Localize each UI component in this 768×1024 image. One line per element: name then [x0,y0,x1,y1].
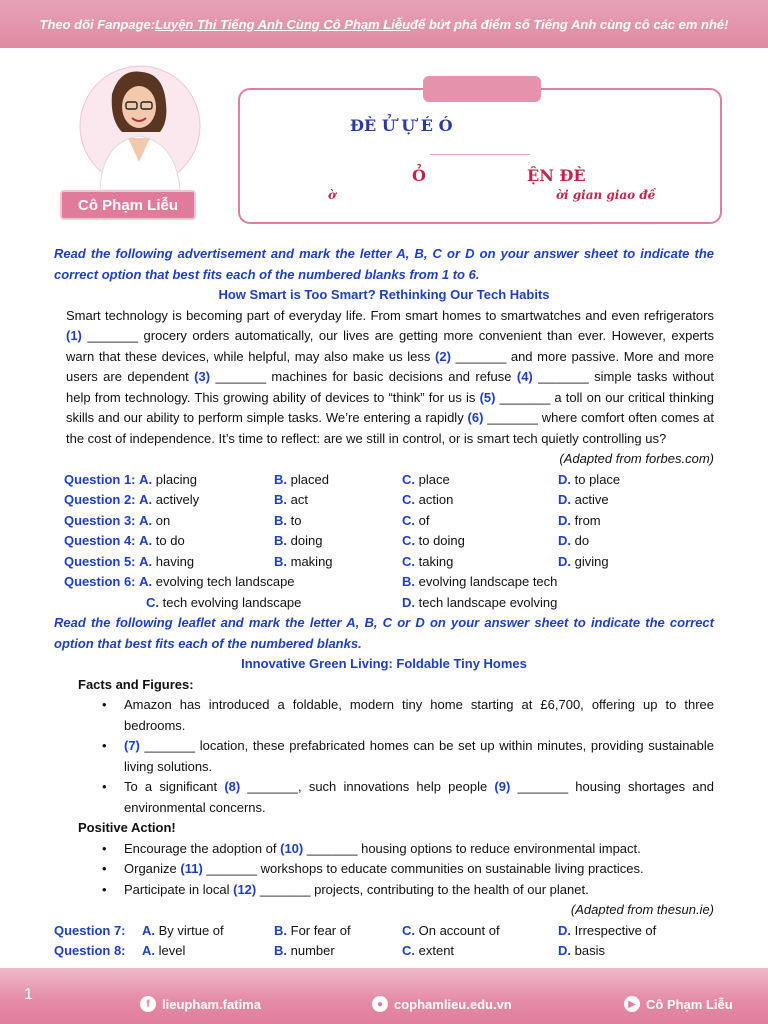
fact-text: To a significant [124,779,225,794]
list-item [102,695,714,736]
option-b[interactable]: number [290,943,335,958]
option-letter: B. [274,512,287,528]
option-letter: B. [274,922,287,938]
facebook-link[interactable] [140,996,261,1012]
banner-suffix: để bứt phá điểm số Tiếng Anh cùng cô các em nhé! [410,16,729,32]
section2-instruction: Read the following leaflet and mark the letter A, B, C or D on your answer sheet to indicate the correct option that best fits each of the numbered blanks. [54,615,714,651]
page-footer [0,968,768,1024]
option-b[interactable]: act [290,492,308,507]
question-6-row-2 [54,593,714,614]
youtube-channel: Cô Phạm Liễu [646,996,733,1012]
teacher-portrait-icon [72,62,202,190]
option-letter: B. [274,533,287,548]
list-item [102,777,714,818]
action-text: Participate in local [124,881,234,897]
passage-text: _______ where comfort often comes at the cost of independence. It’s time to reflect: are we still in control, or is smart tech quietly controlling us? [66,410,714,446]
blank-6: (6) [467,410,484,425]
option-letter: A. [142,943,155,958]
option-letter: D. [558,943,571,958]
passage-text: _______ simple tasks without help from technology. This growing ability of devices to “think” for us is [66,369,714,405]
blank-11: (11) [180,861,203,876]
question-6-row [54,572,714,593]
option-letter: C. [402,512,415,528]
option-letter: C. [146,594,159,610]
fanpage-banner [0,0,768,48]
option-letter: D. [558,533,571,548]
option-a[interactable]: actively [155,492,200,507]
option-letter: B. [274,492,287,507]
option-a[interactable]: placing [155,471,197,487]
question-row [54,552,714,573]
website-url: cophamlieu.edu.vn [394,996,512,1012]
facebook-handle: lieupham.fatima [162,996,261,1012]
list-item [102,839,714,860]
action-title: Positive Action! [78,820,176,835]
question-row [54,941,714,962]
banner-prefix: Theo dõi Fanpage: [39,16,156,32]
option-c[interactable]: taking [418,553,454,569]
option-c[interactable]: of [418,512,430,528]
fact-text: _______, such innovations help people [240,779,495,794]
option-letter: A. [139,553,153,569]
section1-passage [54,306,714,450]
question-row [54,921,714,942]
title-divider [430,154,530,155]
blank-9: (9) [494,779,511,794]
blank-5: (5) [479,389,496,405]
option-c[interactable]: place [418,471,450,487]
option-a[interactable]: level [158,943,186,958]
blank-1: (1) [66,328,82,343]
option-d[interactable]: tech landscape evolving [418,594,558,610]
page-number: 1 [24,986,33,1003]
question-row [54,531,714,552]
blank-4: (4) [516,369,533,384]
option-d[interactable]: active [574,492,609,507]
option-letter: B. [274,943,287,958]
option-letter: B. [274,471,287,487]
fact-text: Amazon has introduced a foldable, modern tiny home starting at £6,700, offering up to three bedrooms. [124,697,714,733]
exam-subtitle-a: Ỏ [412,166,426,185]
list-item [102,736,714,777]
fact-text: _______ housing shortages and environmental concerns. [124,779,714,815]
option-c[interactable]: extent [418,943,455,958]
section1-instruction: Read the following advertisement and mark the letter A, B, C or D on your answer sheet to indicate the correct option that best fits each of the numbered blanks from 1 to 6. [54,246,714,282]
exam-content [54,244,714,962]
question-label: Question 5: [64,553,136,569]
list-item [102,880,714,901]
option-d[interactable]: basis [574,943,605,958]
option-b[interactable]: evolving landscape tech [418,574,558,589]
option-b[interactable]: making [290,553,333,569]
question-label: Question 2: [64,492,136,507]
passage-text: _______ machines for basic decisions and refuse [210,369,517,384]
blank-3: (3) [194,369,211,384]
option-letter: C. [402,922,415,938]
blank-10: (10) [280,840,304,856]
exam-time-b: ời gian giao đề [556,188,656,202]
exam-subtitle-b: ỆN ĐÈ [527,166,586,185]
website-link[interactable] [372,996,512,1012]
question-label: Question 7: [54,922,126,938]
option-b[interactable]: For fear of [290,922,351,938]
passage-text: _______ and more passive. More and more users are dependent [66,348,714,384]
option-letter: B. [274,553,287,569]
option-d[interactable]: do [574,533,590,548]
option-a[interactable]: By virtue of [158,922,224,938]
option-letter: C. [402,471,415,487]
option-b[interactable]: to [290,512,302,528]
option-letter: C. [402,943,415,958]
option-letter: D. [558,553,571,569]
question-row [54,470,714,491]
option-letter: B. [402,574,415,589]
exam-time-a: ờ [328,188,337,202]
section1-source: (Adapted from forbes.com) [559,451,714,466]
option-a[interactable]: on [155,512,171,528]
blank-2: (2) [435,348,451,364]
globe-icon: ● [372,996,388,1012]
option-letter: D. [558,471,571,487]
fact-text: _______ location, these prefabricated homes can be set up within minutes, providing sustainable living solutions. [124,738,714,774]
section1-heading: How Smart is Too Smart? Rethinking Our Tech Habits [218,287,550,302]
question-row [54,511,714,532]
facebook-icon: f [140,996,156,1012]
facts-title: Facts and Figures: [78,676,194,692]
option-a[interactable]: evolving tech landscape [155,574,295,589]
option-letter: D. [558,492,571,507]
action-text: _______ workshops to educate communities on sustainable living practices. [202,861,644,876]
option-a[interactable]: having [155,553,195,569]
option-letter: D. [558,512,571,528]
option-letter: A. [139,492,153,507]
list-item [102,859,714,880]
option-c[interactable]: action [418,492,454,507]
option-c[interactable]: to doing [418,533,465,548]
section2-heading: Innovative Green Living: Foldable Tiny Homes [241,656,527,671]
question-label: Question 1: [64,471,136,487]
option-letter: A. [142,922,155,938]
option-a[interactable]: to do [155,533,185,548]
exam-title: ĐÈ Ử Ự É Ó [350,116,453,135]
action-text: Encourage the adoption of [124,840,281,856]
action-list [54,839,714,901]
option-d[interactable]: to place [574,471,621,487]
passage-text: _______ a toll on our critical thinking skills and our ability to perform simple tasks. We’re entering a rapidly [66,389,714,425]
question-label: Question 8: [54,943,126,958]
option-d[interactable]: Irrespective of [574,922,657,938]
question-label: Question 4: [64,533,136,548]
option-letter: A. [139,512,153,528]
question-label: Question 6: [64,574,136,589]
blank-12: (12) [233,881,257,897]
question-label: Question 3: [64,512,136,528]
option-letter: A. [139,533,153,548]
teacher-name-tag: Cô Phạm Liễu [60,190,196,220]
option-c[interactable]: On account of [418,922,500,938]
facts-list [54,695,714,818]
option-letter: D. [558,922,571,938]
option-letter: C. [402,553,415,569]
action-text: Organize [124,861,181,876]
question-row [54,490,714,511]
section2-source: (Adapted from thesun.ie) [570,902,714,917]
title-tab [423,76,541,102]
blank-8: (8) [224,779,241,794]
youtube-icon: ▶ [624,996,640,1012]
option-letter: C. [402,492,415,507]
option-letter: A. [139,574,153,589]
option-d[interactable]: giving [574,553,609,569]
action-text: _______ housing options to reduce environmental impact. [303,840,641,856]
action-text: _______ projects, contributing to the health of our planet. [256,881,589,897]
passage-text: _______ grocery orders automatically, our lives are getting more convenient than ever. However, experts warn that these devices, while helpful, may also make us less [66,328,714,364]
option-letter: C. [402,533,415,548]
passage-text: Smart technology is becoming part of everyday life. From smart homes to smartwatches and even refrigerators [66,307,714,323]
option-b[interactable]: doing [290,533,323,548]
option-letter: D. [402,594,415,610]
option-d[interactable]: from [574,512,601,528]
blank-7: (7) [124,738,140,753]
fanpage-link[interactable]: Luyện Thi Tiếng Anh Cùng Cô Phạm Liễu [155,16,411,32]
youtube-link[interactable] [624,996,733,1012]
option-c[interactable]: tech evolving landscape [162,594,302,610]
option-letter: A. [139,471,153,487]
exam-title-box [238,88,722,224]
option-b[interactable]: placed [290,471,329,487]
